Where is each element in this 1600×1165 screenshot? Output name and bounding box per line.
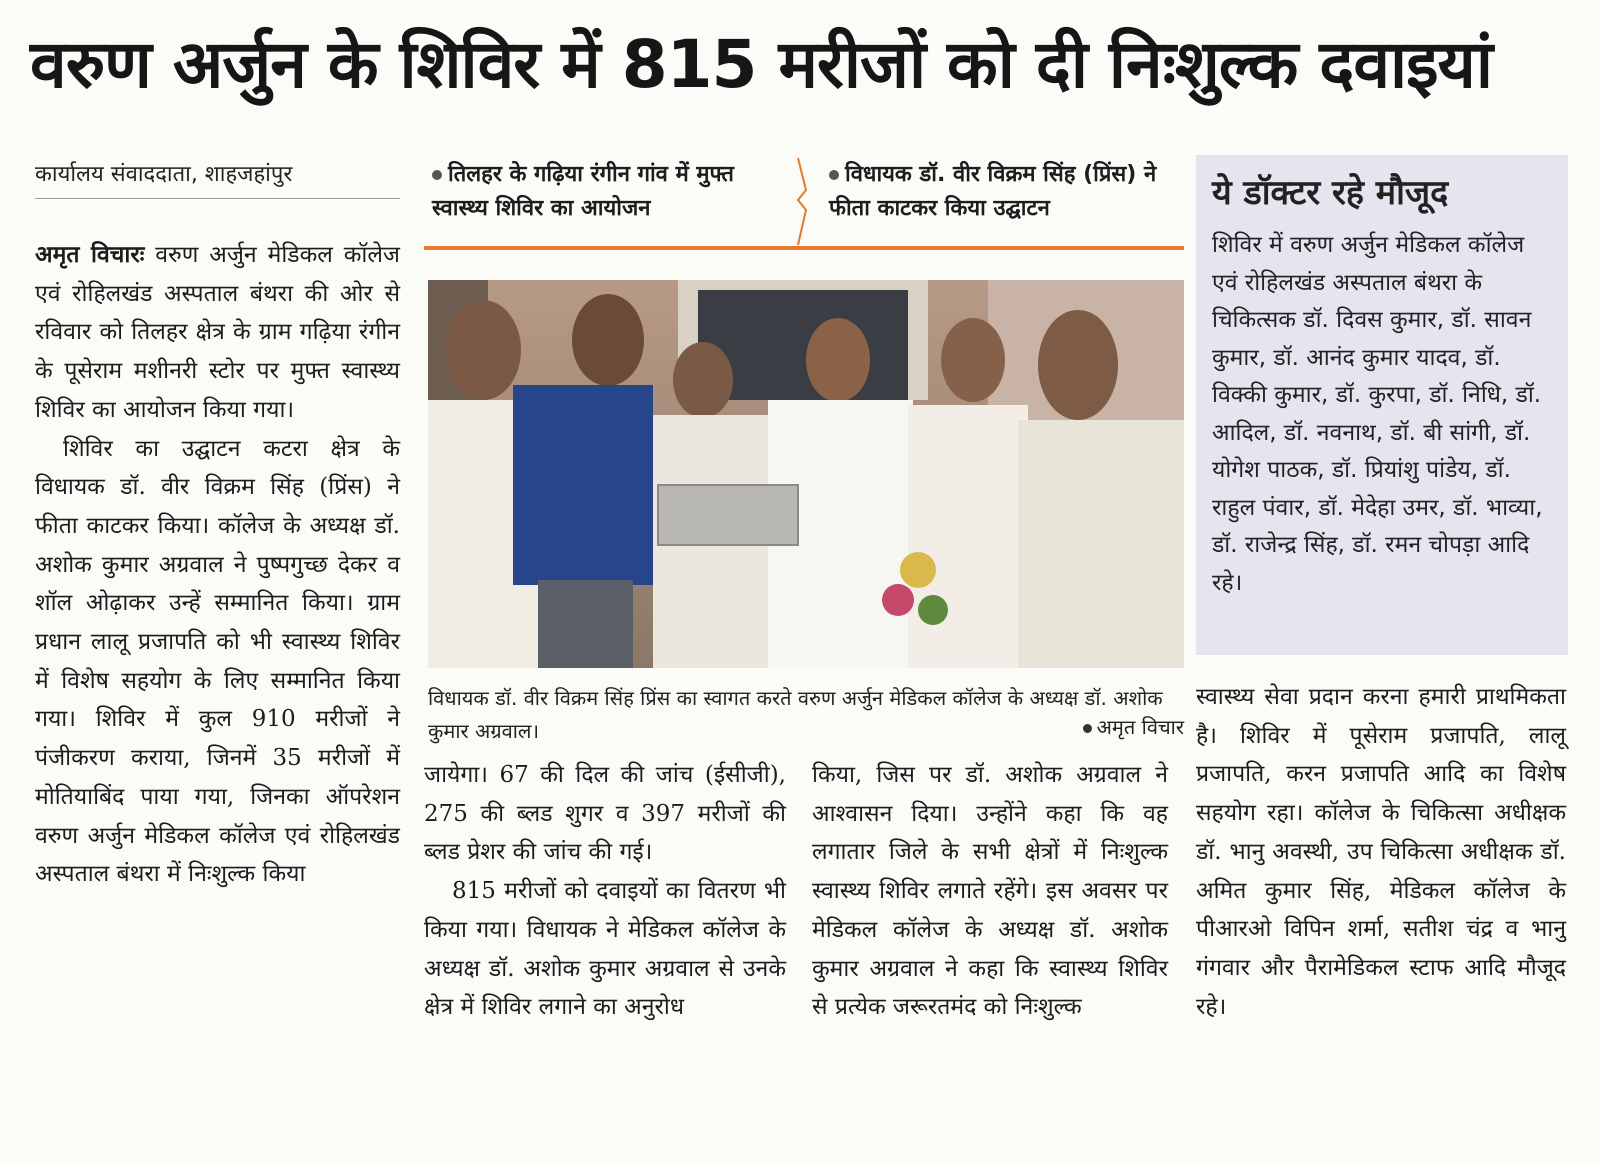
photo-illustration <box>428 280 1184 668</box>
headline: वरुण अर्जुन के शिविर में 815 मरीजों को दी निःशुल्क दवाइयां <box>30 26 1492 103</box>
lead-label: अमृत विचारः <box>35 241 145 268</box>
sidebar-text: शिविर में वरुण अर्जुन मेडिकल कॉलेज एवं रोहिलखंड अस्पताल बंथरा के चिकित्सक डॉ. दिवस कुमार, डॉ. सावन कुमार, डॉ. आनंद कुमार यादव, डॉ. विक्की कुमार, डॉ. कुरपा, डॉ. निधि, डॉ. आदिल, डॉ. नवनाथ, डॉ. बी सांगी, डॉ. योगेश पाठक, डॉ. प्रियांशु पांडेय, डॉ. राहुल पंवार, डॉ. मेदेहा उमर, डॉ. भाव्या, डॉ. राजेन्द्र सिंह, डॉ. रमन चोपड़ा आदि रहे। <box>1212 232 1543 596</box>
paragraph-text: वरुण अर्जुन मेडिकल कॉलेज एवं रोहिलखंड अस्पताल बंथरा की ओर से रविवार को तिलहर क्षेत्र के ग्राम गढ़िया रंगीन के पूसेराम मशीनरी स्टोर पर मुफ्त स्वास्थ्य शिविर का आयोजन किया गया। <box>35 242 400 423</box>
article-paragraph: जायेगा। 67 की दिल की जांच (ईसीजी), 275 की ब्लड शुगर व 397 मरीजों की ब्लड प्रेशर की जांच की गई। <box>424 762 786 866</box>
highlight-divider-icon <box>796 150 810 248</box>
article-paragraph <box>35 236 400 430</box>
highlight-text: विधायक डॉ. वीर विक्रम सिंह (प्रिंस) ने फीता काटकर किया उद्घाटन <box>829 162 1157 221</box>
article-column-2 <box>424 756 786 1027</box>
photo-credit <box>1083 711 1184 744</box>
article-column-3 <box>812 756 1168 1027</box>
article-paragraph: शिविर का उद्घाटन कटरा क्षेत्र के विधायक डॉ. वीर विक्रम सिंह (प्रिंस) ने फीता काटकर किया। कॉलेज के अध्यक्ष डॉ. अशोक कुमार अग्रवाल ने पुष्पगुच्छ देकर व शॉल ओढ़ाकर उन्हें सम्मानित किया। ग्राम प्रधान लालू प्रजापति को भी स्वास्थ्य शिविर में विशेष सहयोग के लिए सम्मानित किया गया। शिविर में कुल 910 मरीजों ने पंजीकरण कराया, जिनमें 35 मरीजों में मोतियाबिंद पाया गया, जिनका ऑपरेशन वरुण अर्जुन मेडिकल कॉलेज एवं रोहिलखंड अस्पताल बंथरा में निःशुल्क किया <box>35 435 400 888</box>
credit-text: अमृत विचार <box>1096 715 1184 739</box>
highlight-text: तिलहर के गढ़िया रंगीन गांव में मुफ्त स्वास्थ्य शिविर का आयोजन <box>432 162 734 221</box>
doctors-sidebar <box>1196 155 1568 655</box>
bullet-icon <box>1083 724 1092 733</box>
article-column-1 <box>35 236 400 894</box>
article-paragraph: 815 मरीजों को दवाइयों का वितरण भी किया गया। विधायक ने मेडिकल कॉलेज के अध्यक्ष डॉ. अशोक कुमार अग्रवाल से उनके क्षेत्र में शिविर लगाने का अनुरोध <box>424 878 786 1021</box>
highlight-1 <box>432 158 792 226</box>
caption-text: विधायक डॉ. वीर विक्रम सिंह प्रिंस का स्वागत करते वरुण अर्जुन मेडिकल कॉलेज के अध्यक्ष डॉ. अशोक कुमार अग्रवाल। <box>428 686 1163 743</box>
photo-caption <box>428 682 1184 744</box>
sidebar-title: ये डॉक्टर रहे मौजूद <box>1212 173 1449 213</box>
bullet-icon <box>432 170 442 180</box>
article-paragraph: किया, जिस पर डॉ. अशोक अग्रवाल ने आश्वासन दिया। उन्होंने कहा कि वह लगातार जिले के सभी क्षेत्रों में निःशुल्क स्वास्थ्य शिविर लगाते रहेंगे। इस अवसर पर मेडिकल कॉलेज के अध्यक्ष डॉ. अशोक कुमार अग्रवाल ने कहा कि स्वास्थ्य शिविर से प्रत्येक जरूरतमंद को निःशुल्क <box>812 762 1168 1021</box>
highlight-2 <box>829 158 1189 226</box>
dateline: कार्यालय संवाददाता, शाहजहांपुर <box>35 160 400 199</box>
article-column-4 <box>1196 678 1566 1026</box>
news-photo <box>428 280 1184 668</box>
article-paragraph: स्वास्थ्य सेवा प्रदान करना हमारी प्राथमिकता है। शिविर में पूसेराम प्रजापति, लालू प्रजापति, करन प्रजापति आदि का विशेष सहयोग रहा। कॉलेज के चिकित्सा अधीक्षक डॉ. भानु अवस्थी, उप चिकित्सा अधीक्षक डॉ. अमित कुमार सिंह, मेडिकल कॉलेज के पीआरओ विपिन शर्मा, सतीश चंद्र व भानु गंगवार और पैरामेडिकल स्टाफ आदि मौजूद रहे। <box>1196 684 1566 1020</box>
bullet-icon <box>829 170 839 180</box>
